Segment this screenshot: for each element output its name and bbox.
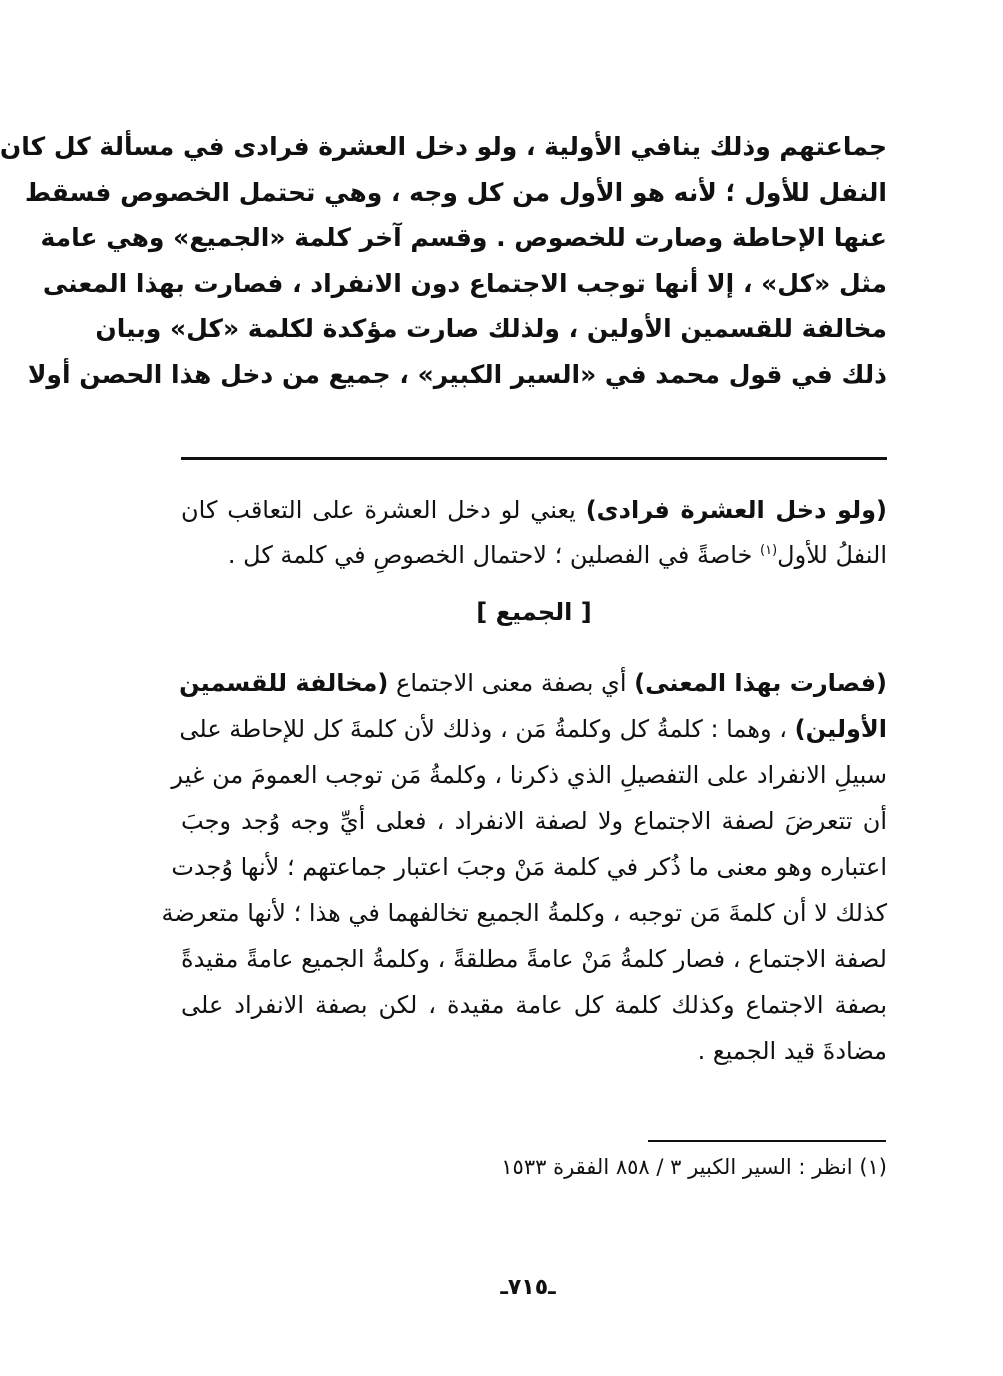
commentary-paragraph-1 (181, 488, 887, 578)
commentary-text: النفلُ للأول (777, 541, 887, 569)
commentary-text: يعني لو دخل العشرة على التعاقب كان (181, 496, 576, 524)
commentary-text: خاصةً في الفصلين ؛ لاحتمال الخصوصِ في كلمة كل . (227, 541, 753, 569)
commentary-text: ، وهما : كلمةُ كل وكلمةُ مَن ، وذلك لأن كلمةَ كل للإحاطة على (179, 715, 787, 743)
main-text-divider (181, 457, 887, 460)
commentary-paragraph-2 (161, 660, 887, 1074)
commentary-line: أن تتعرضَ لصفة الاجتماع ولا لصفة الانفراد ، فعلى أيِّ وجه وُجد وجبَ (181, 807, 887, 835)
lemma: الأولين) (794, 715, 887, 743)
main-text-line: جماعتهم وذلك ينافي الأولية ، ولو دخل العشرة فرادى في مسألة كل كان (0, 132, 887, 161)
footnote-divider (648, 1140, 886, 1142)
commentary-line: اعتباره وهو معنى ما ذُكر في كلمة مَنْ وجبَ اعتبار جماعتهم ؛ لأنها وُجدت (171, 853, 887, 881)
main-text-line: ذلك في قول محمد في «السير الكبير» ، جميع من دخل هذا الحصن أولا (27, 359, 887, 389)
commentary-line (181, 533, 887, 578)
footnote-reference[interactable]: (١) (760, 543, 778, 558)
lemma: (ولو دخل العشرة فرادى) (585, 496, 887, 524)
main-text-line: مثل «كل» ، إلا أنها توجب الاجتماع دون الانفراد ، فصارت بهذا المعنى (42, 268, 887, 298)
commentary-line: لصفة الاجتماع ، فصار كلمةُ مَنْ عامةً مطلقةً ، وكلمةُ الجميع عامةً مقيدةً (181, 945, 887, 973)
main-text-line: النفل للأول ؛ لأنه هو الأول من كل وجه ، وهي تحتمل الخصوص فسقط (24, 177, 887, 207)
commentary-line: كذلك لا أن كلمةَ مَن توجبه ، وكلمةُ الجميع تخالفهما في هذا ؛ لأنها متعرضة (161, 899, 887, 927)
main-text-line: مخالفة للقسمين الأولين ، ولذلك صارت مؤكدة لكلمة «كل» وبيان (95, 314, 887, 343)
main-text-line: عنها الإحاطة وصارت للخصوص . وقسم آخر كلمة «الجميع» وهي عامة (40, 223, 887, 252)
commentary-line: سبيلِ الانفراد على التفصيلِ الذي ذكرنا ، وكلمةُ مَن توجب العمومَ من غير (171, 761, 887, 789)
page-number: ـ٧١٥ـ (500, 1275, 556, 1300)
lemma: (فصارت بهذا المعنى) (634, 669, 887, 697)
commentary-text: أي بصفة معنى الاجتماع (396, 669, 627, 697)
main-text (0, 124, 887, 397)
commentary-line: بصفة الاجتماع وكذلك كلمة كل عامة مقيدة ، لكن بصفة الانفراد على (181, 991, 887, 1019)
lemma: (مخالفة للقسمين (179, 669, 389, 697)
footnote: (١) انظر : السير الكبير ٣ / ٨٥٨ الفقرة ١٥٣٣ (501, 1155, 887, 1179)
commentary-line (181, 660, 887, 706)
commentary-line: مضادةَ قيد الجميع . (697, 1037, 887, 1065)
section-heading: [ الجميع ] (476, 598, 592, 626)
commentary-line (181, 488, 887, 533)
commentary-line (181, 706, 887, 752)
